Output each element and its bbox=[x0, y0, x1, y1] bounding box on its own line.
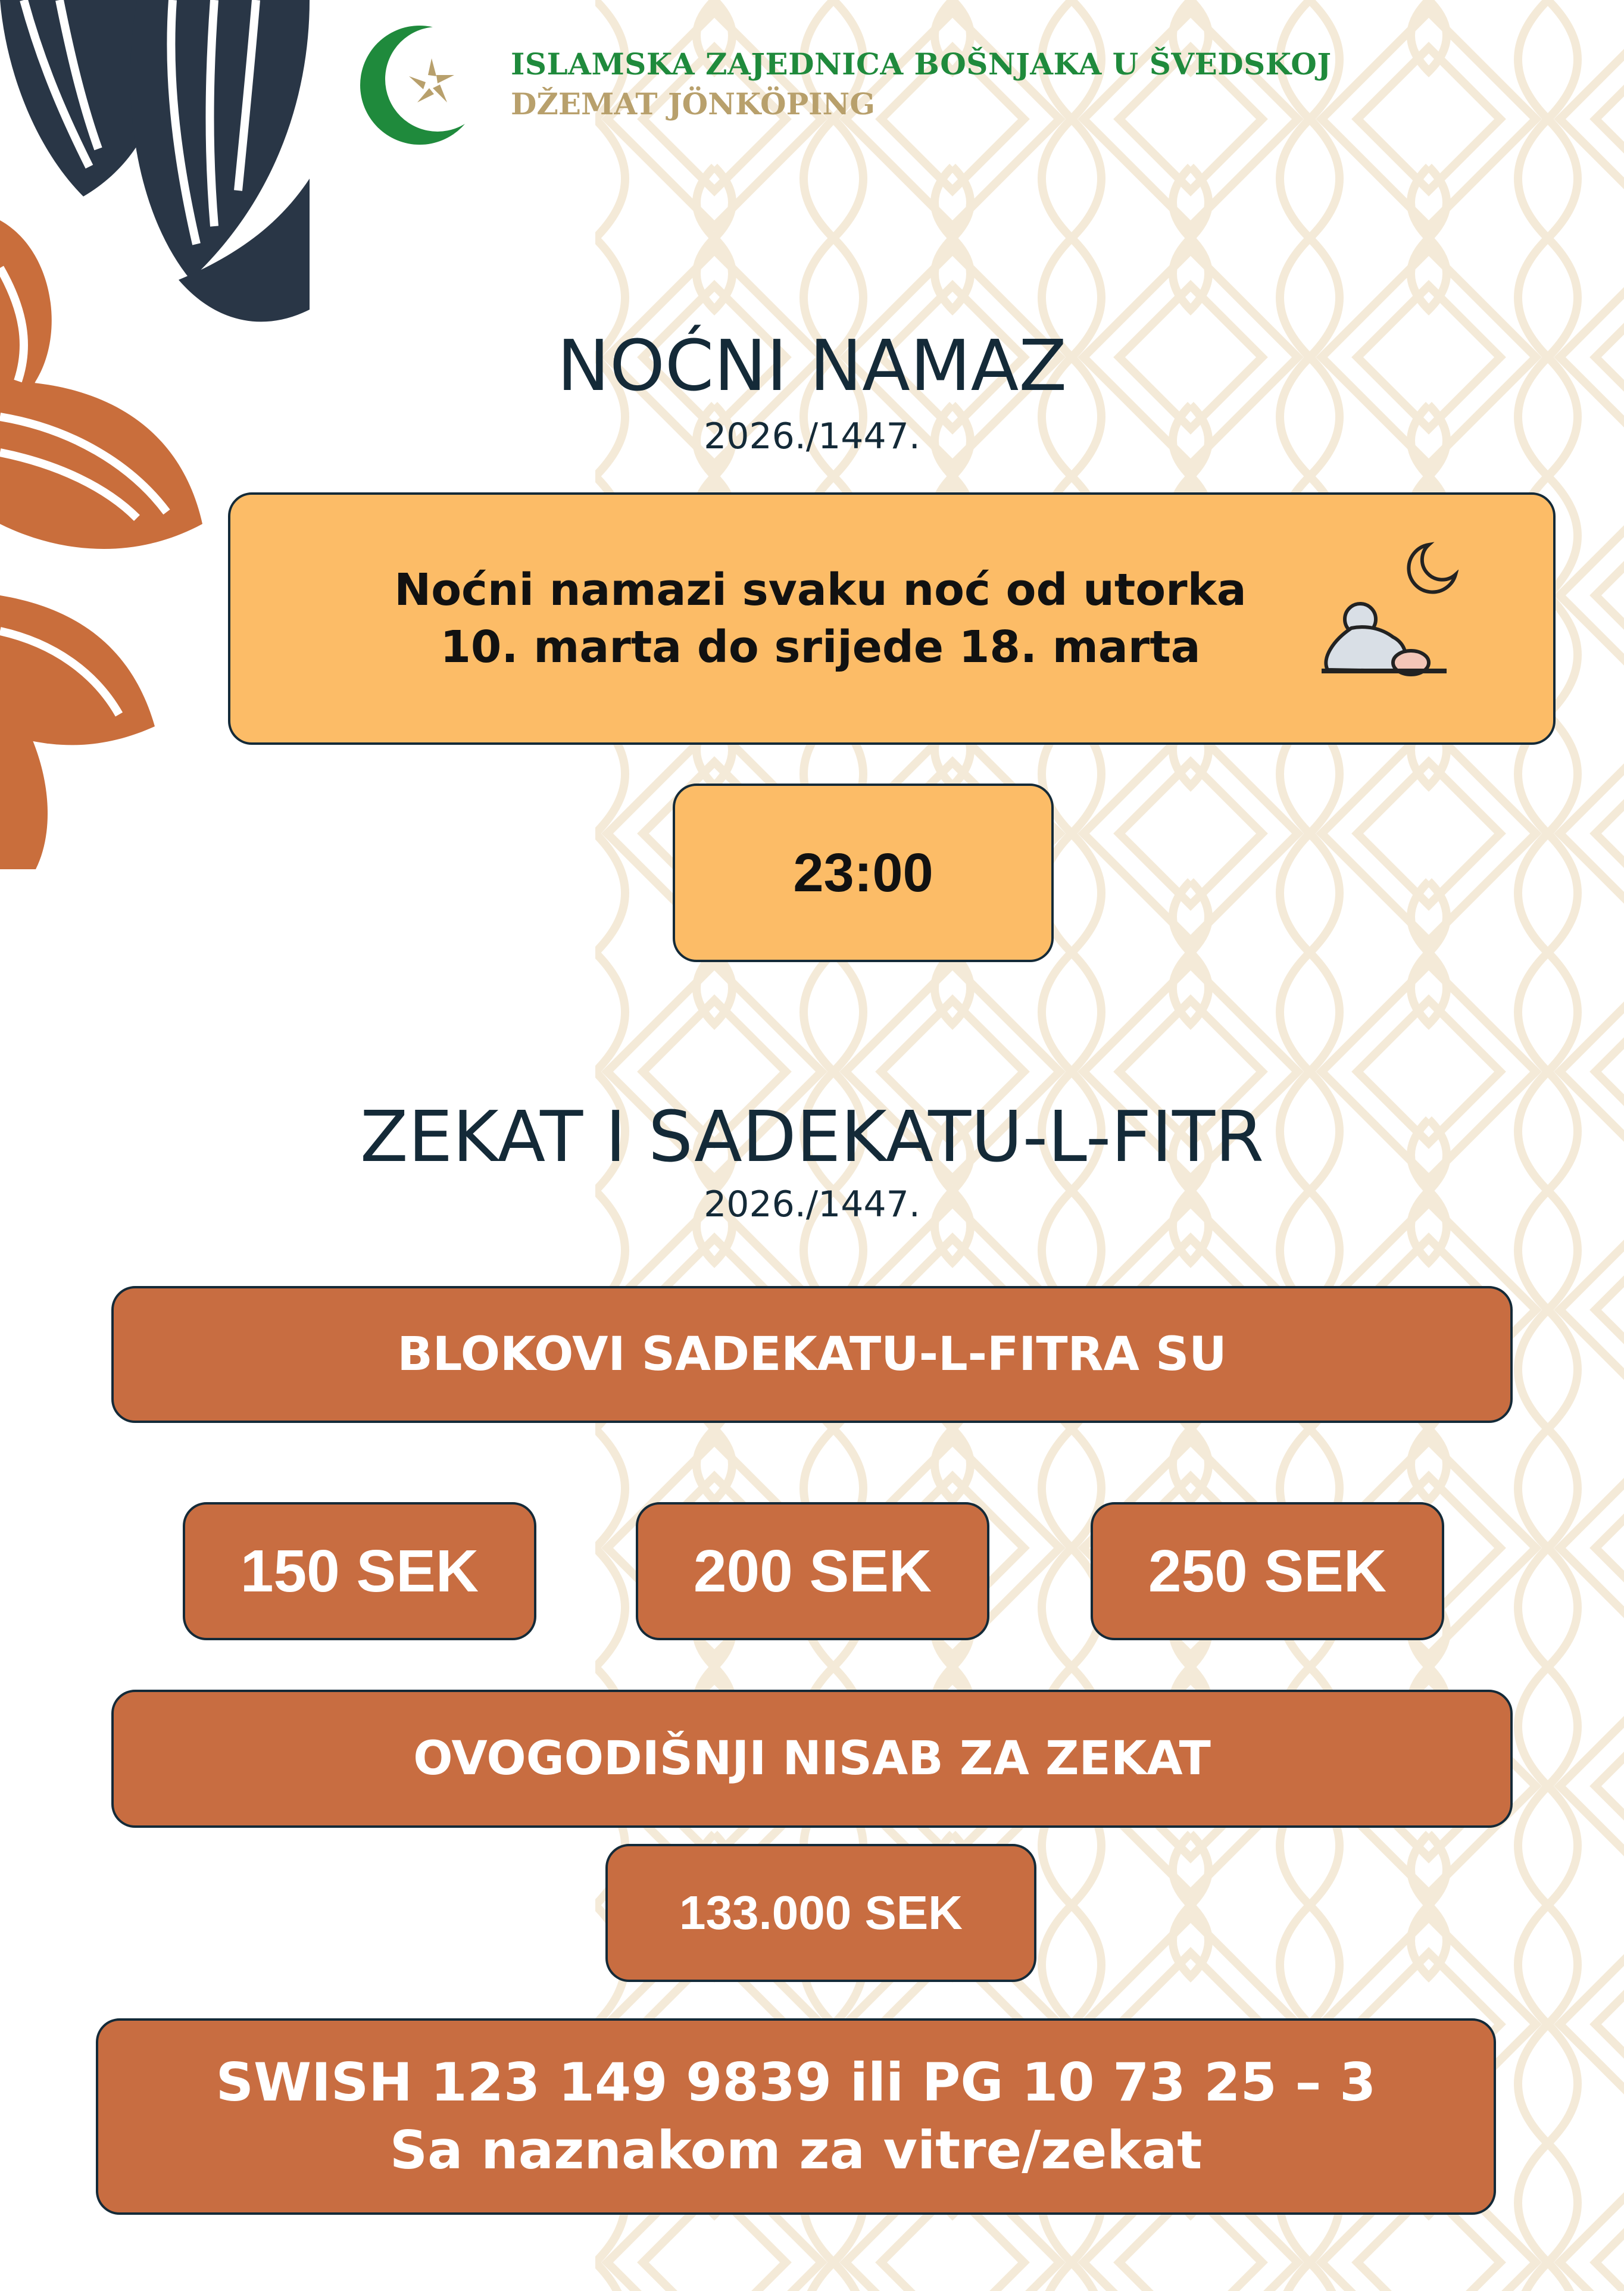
fitr-amount: 200 SEK bbox=[693, 1537, 932, 1605]
fitr-blocks-label-box bbox=[111, 1286, 1513, 1423]
zakat-year: 2026./1447. bbox=[704, 1184, 920, 1225]
fitr-amount: 150 SEK bbox=[240, 1537, 479, 1605]
nisab-label: OVOGODIŠNJI NISAB ZA ZEKAT bbox=[413, 1732, 1211, 1786]
fitr-amount: 250 SEK bbox=[1148, 1537, 1387, 1605]
zakat-title: ZEKAT I SADEKATU-L-FITR bbox=[360, 1095, 1264, 1178]
crescent-moon-icon bbox=[1408, 545, 1456, 592]
night-prayer-year: 2026./1447. bbox=[704, 416, 920, 457]
night-prayer-title: NOĆNI NAMAZ bbox=[557, 324, 1067, 407]
night-prayer-time: 23:00 bbox=[793, 842, 933, 903]
nisab-label-box bbox=[111, 1690, 1513, 1828]
nisab-value: 133.000 SEK bbox=[679, 1886, 963, 1939]
organization-name: ISLAMSKA ZAJEDNICA BOŠNJAKA U ŠVEDSKOJ bbox=[511, 46, 1332, 82]
night-prayer-info-line1: Noćni namazi svaku noć od utorka bbox=[394, 564, 1247, 616]
payment-line1: SWISH 123 149 9839 ili PG 10 73 25 – 3 bbox=[216, 2051, 1376, 2113]
fitr-blocks-label: BLOKOVI SADEKATU-L-FITRA SU bbox=[397, 1328, 1227, 1381]
night-prayer-time-box bbox=[673, 784, 1054, 962]
prostrating-person-icon bbox=[1310, 539, 1459, 682]
fitr-amount-box bbox=[636, 1502, 989, 1640]
fitr-amount-box bbox=[183, 1502, 536, 1640]
organization-branch: DŽEMAT JÖNKÖPING bbox=[511, 86, 875, 121]
fitr-amount-box bbox=[1091, 1502, 1444, 1640]
payment-info-box bbox=[96, 2018, 1496, 2215]
nisab-value-box bbox=[605, 1844, 1036, 1982]
night-prayer-info-line2: 10. marta do srijede 18. marta bbox=[440, 622, 1201, 673]
crescent-star-logo-icon bbox=[357, 23, 482, 148]
payment-line2: Sa naznakom za vitre/zekat bbox=[389, 2120, 1203, 2181]
